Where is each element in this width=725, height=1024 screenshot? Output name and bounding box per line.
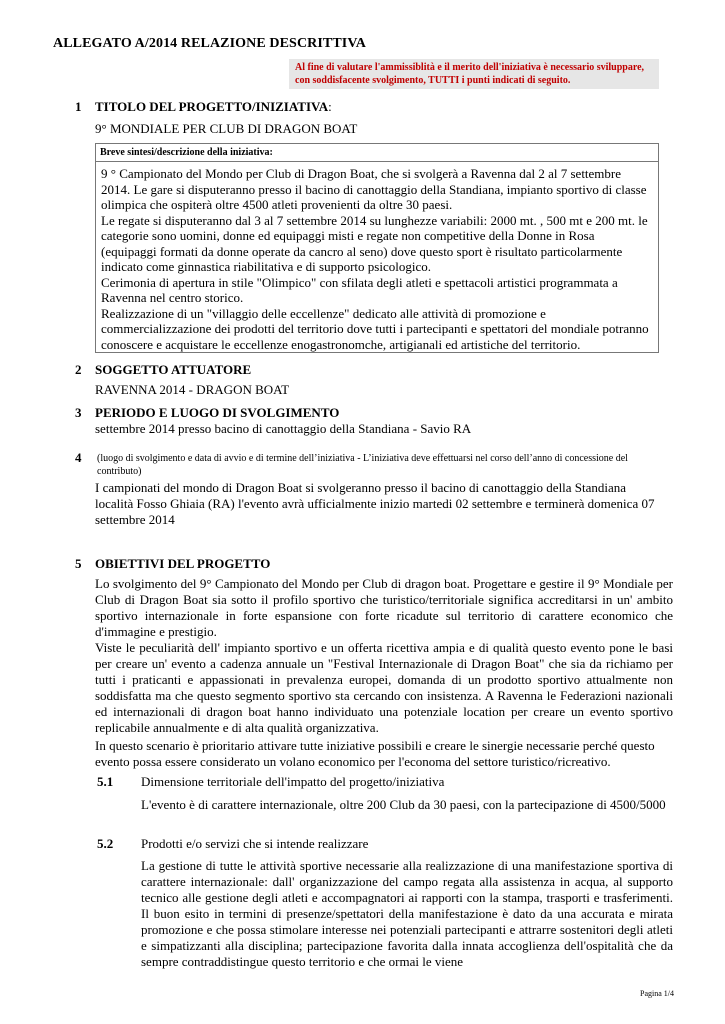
section-1-number: 1: [75, 99, 82, 114]
document-title: ALLEGATO A/2014 RELAZIONE DESCRITTIVA: [53, 36, 366, 51]
section-3-number: 3: [75, 405, 82, 420]
section-5-paragraph-2: Viste le peculiarità dell' impianto sportivo e un offerta ricettiva ampia e di qualità questo evento pone le basi per creare un' evento a cadenza annuale un "Festival Internazionale di Dragon Boat" che sia da richiamo per tutti i praticanti e appassionati in prevalenza europei, domanda di un prodotto sportivo attualmente non soddisfatta ma che questo segmento sportivo sta cercando con insistenza. A Ravenna le Federazioni nazionali ed internazionali di dragon boat hanno individuato una potenziale location per creare un evento sportivo replicabile annualmente e di alta qualità organizzativa.: [95, 640, 673, 735]
subsection-5-2-title: Prodotti e/o servizi che si intende realizzare: [141, 836, 369, 851]
section-2-value: RAVENNA 2014 - DRAGON BOAT: [95, 382, 290, 397]
section-2-title: SOGGETTO ATTUATORE: [95, 362, 252, 377]
section-4-note: (luogo di svolgimento e data di avvio e di termine dell’iniziativa - L’iniziativa deve effettuarsi nel corso dell’anno di concessione del contributo): [97, 453, 628, 477]
section-1-heading: [95, 99, 332, 115]
subsection-5-1-text: L'evento è di carattere internazionale, oltre 200 Club da 30 paesi, con la partecipazione di 4500/5000: [141, 797, 666, 812]
section-1-title: TITOLO DEL PROGETTO/INIZIATIVA: [95, 99, 329, 114]
section-5-paragraph-1: Lo svolgimento del 9° Campionato del Mondo per Club di dragon boat. Progettare e gestire il 9° Mondiale per Club di Dragon Boat sia sotto il profilo sportivo che turistico/territoriale significa accreditarsi in un' ambito sportivo internazionale in forte espansione con forte ricadute sul territorio di carattere economico che d'immagine e prestigio.: [95, 576, 673, 639]
description-box: [95, 143, 659, 353]
section-2-number: 2: [75, 362, 82, 377]
section-3-title: PERIODO E LUOGO DI SVOLGIMENTO: [95, 405, 340, 420]
section-3-value: settembre 2014 presso bacino di canottaggio della Standiana - Savio RA: [95, 421, 472, 436]
description-box-header: Breve sintesi/descrizione della iniziativa:: [96, 144, 658, 162]
section-1-value: 9° MONDIALE PER CLUB DI DRAGON BOAT: [95, 121, 358, 136]
page-number: Pagina 1/4: [640, 989, 674, 998]
section-1-colon: :: [328, 99, 332, 114]
section-4-number: 4: [75, 450, 82, 465]
notice-box: Al fine di valutare l'ammissiblità e il merito dell'iniziativa è necessario sviluppare, con soddisfacente svolgimento, TUTTI i punti indicati di seguito.: [289, 59, 659, 89]
description-box-text: 9 ° Campionato del Mondo per Club di Dragon Boat, che si svolgerà a Ravenna dal 2 al 7 settembre 2014. Le gare si disputeranno presso il bacino di canottaggio della Standiana, impianto sportivo di classe olimpica che ospiterà oltre 4500 atleti provenienti da oltre 30 paesi. Le regate si disputeranno dal 3 al 7 settembre 2014 su lunghezze variabili: 2000 mt. , 500 mt e 200 mt. le categorie sono uomini, donne ed equipaggi misti e regate non competitive della Donne in Rosa (equipaggi formati da donne operate da cancro al seno) dove questo sport è risultato particolarmente indicato come ginnastica riabilitativa e di supporto psicologico. Cerimonia di apertura in stile "Olimpico" con sfilata degli atleti e spettacoli artistici programmata a Ravenna nel centro storico. Realizzazione di un "villaggio delle eccellenze" dedicato alle attività di promozione e commercializzazione dei prodotti del territorio dove tutti i partecipanti e spettatori del mondiale potranno conoscere e acquistare le eccellenze enogastronomche, artigianali ed artistiche del territorio.: [101, 166, 649, 352]
section-5-title: OBIETTIVI DEL PROGETTO: [95, 556, 271, 571]
subsection-5-2-number: 5.2: [97, 836, 114, 851]
section-4-value: I campionati del mondo di Dragon Boat si svolgeranno presso il bacino di canottaggio della Standiana località Fosso Ghiaia (RA) l'evento avrà ufficialmente inizio martedi 02 settembre e terminerà domenica 07 settembre 2014: [95, 480, 655, 527]
section-5-number: 5: [75, 556, 82, 571]
subsection-5-1-number: 5.1: [97, 774, 114, 789]
subsection-5-2-text: La gestione di tutte le attività sportive necessarie alla realizzazione di una manifestazione sportiva di carattere internazionale: dall' organizzazione del campo regata alla assistenza in acqua, al supporto tecnico alle gestione degli atleti e accompagnatori ai rapporti con la stampa, trasporti e trasferimenti. Il buon esito in termini di presenze/spettatori della manifestazione è dato da una accurata e mirata promozione e che possa stimolare interesse nei potenziali partecipanti e attrarre sostenitori degli atleti e simpatizzanti alla disciplina; partecipazione favorita dalla innata accoglienza dell'ospitalità che da sempre contraddistingue questo territorio e che ormai le viene: [141, 858, 673, 969]
subsection-5-1-title: Dimensione territoriale dell'impatto del progetto/iniziativa: [141, 774, 445, 789]
section-5-paragraph-3: In questo scenario è prioritario attivare tutte iniziative possibili e creare le sinergie necessarie perché questo evento possa essere considerato un volano economico per l'economa del settore turistico/ricreativo.: [95, 738, 655, 769]
